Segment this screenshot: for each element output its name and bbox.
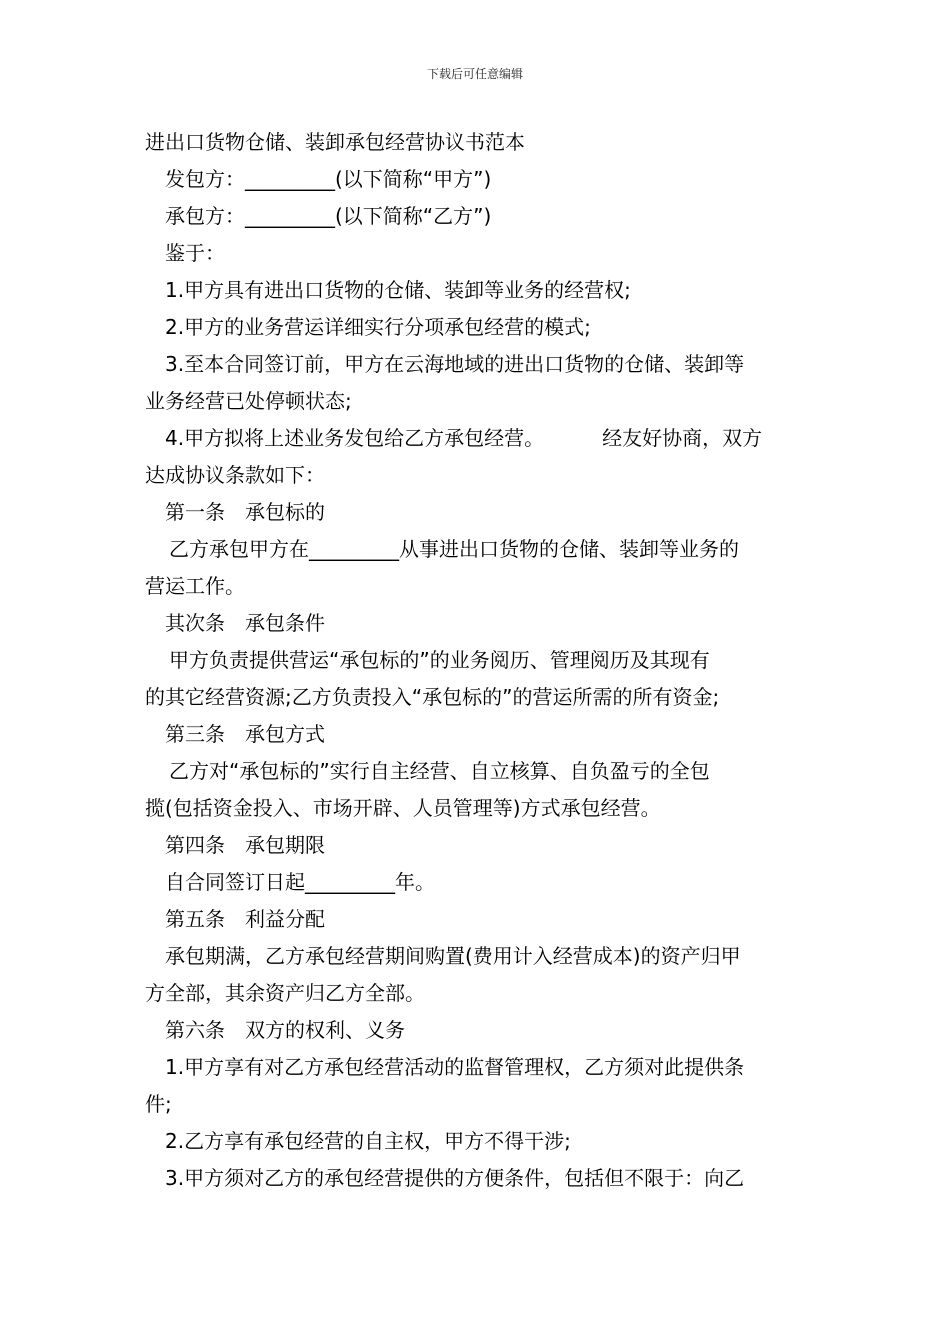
whereas-heading: 鉴于： (165, 241, 225, 265)
whereas-item-3: 3.至本合同签订前，甲方在云海地域的进出口货物的仓储、装卸等 (165, 352, 745, 376)
party-a-line: 发包方：_________(以下简称“甲方”) (165, 167, 492, 191)
article-6-item-1-cont: 件; (145, 1092, 172, 1116)
article-6-item-2: 2.乙方享有承包经营的自主权，甲方不得干涉; (165, 1129, 571, 1153)
article-2-body-cont: 的其它经营资源;乙方负责投入“承包标的”的营运所需的所有资金; (145, 685, 720, 709)
negotiation-text: 经友好协商，双方 (602, 426, 763, 450)
whereas-item-3-cont: 业务经营已处停顿状态; (145, 389, 352, 413)
article-1-heading: 第一条 承包标的 (165, 500, 325, 524)
header-note: 下载后可任意编辑 (426, 67, 523, 81)
article-1-body-cont: 营运工作。 (145, 574, 245, 598)
whereas-item-2: 2.甲方的业务营运详细实行分项承包经营的模式; (165, 315, 591, 339)
article-1-body: 乙方承包甲方在_________从事进出口货物的仓储、装卸等业务的 (169, 537, 739, 561)
article-2-body: 甲方负责提供营运“承包标的”的业务阅历、管理阅历及其现有 (169, 648, 710, 672)
document-title: 进出口货物仓储、装卸承包经营协议书范本 (145, 130, 525, 154)
article-2-heading: 其次条 承包条件 (165, 611, 325, 635)
article-6-item-1: 1.甲方享有对乙方承包经营活动的监督管理权，乙方须对此提供条 (165, 1055, 745, 1079)
party-b-line: 承包方：_________(以下简称“乙方”) (165, 204, 492, 228)
negotiation-text-cont: 达成协议条款如下： (145, 463, 325, 487)
document-body (145, 124, 810, 1197)
article-3-body: 乙方对“承包标的”实行自主经营、自立核算、自负盈亏的全包 (169, 759, 710, 783)
whereas-item-1: 1.甲方具有进出口货物的仓储、装卸等业务的经营权; (165, 278, 631, 302)
article-3-body-cont: 揽(包括资金投入、市场开辟、人员管理等)方式承包经营。 (145, 796, 661, 820)
whereas-item-4 (145, 420, 810, 457)
article-4-heading: 第四条 承包期限 (165, 833, 325, 857)
article-5-body-cont: 方全部，其余资产归乙方全部。 (145, 981, 425, 1005)
article-4-body: 自合同签订日起_________年。 (165, 870, 435, 894)
article-6-heading: 第六条 双方的权利、义务 (165, 1018, 405, 1042)
whereas-item-4-text: 4.甲方拟将上述业务发包给乙方承包经营。 (165, 426, 545, 450)
article-5-heading: 第五条 利益分配 (165, 907, 325, 931)
article-5-body: 承包期满，乙方承包经营期间购置(费用计入经营成本)的资产归甲 (165, 944, 741, 968)
article-3-heading: 第三条 承包方式 (165, 722, 325, 746)
article-6-item-3: 3.甲方须对乙方的承包经营提供的方便条件，包括但不限于：向乙 (165, 1166, 745, 1190)
